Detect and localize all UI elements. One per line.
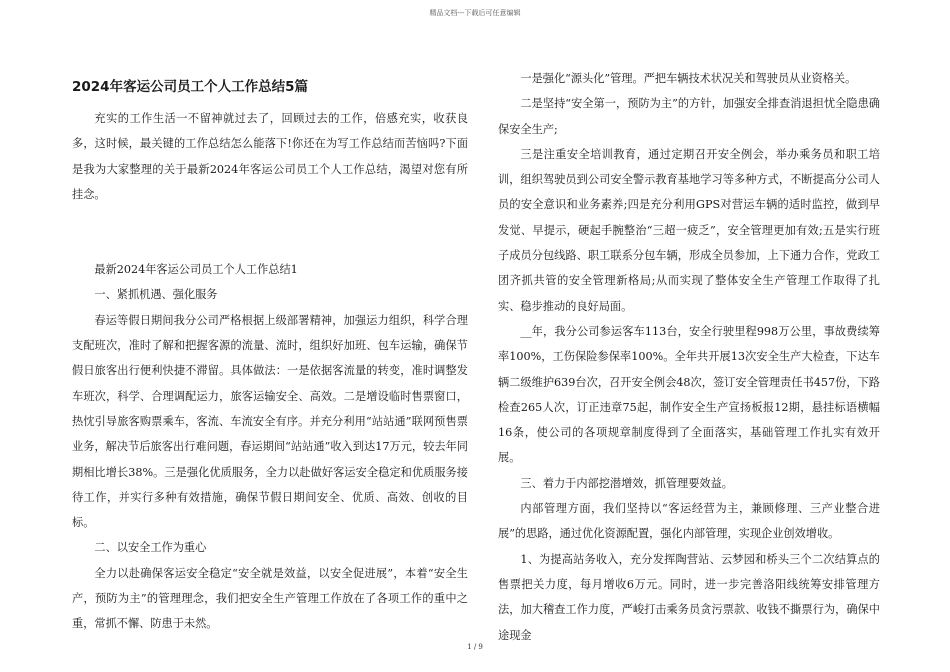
right-column xyxy=(498,66,880,648)
body-paragraph: 1、为提高站务收入，充分发挥陶营站、云梦园和桥头三个二次结算点的售票把关力度，每月增收6万元。同时，进一步完善洛阳线统筹安排管理方法，加大稽查工作力度，严峻打击乘务员贪污票款、收钱不撕票行为，确保中途现金 xyxy=(498,552,880,642)
section-heading-2: 二、以安全工作为重心 xyxy=(94,541,207,555)
body-paragraph: 二是坚持“安全第一，预防为主”的方针，加强安全排查消退担忧全隐患确保安全生产; xyxy=(498,97,880,136)
body-paragraph: 全力以赴确保客运安全稳定“安全就是效益，以安全促进展”，本着“安全生产，预防为主”的管理理念，我们把安全生产管理工作放在了各项工作的重中之重，常抓不懈、防患于未然。 xyxy=(72,566,468,631)
section-heading-3: 三、着力于内部挖潜增效，抓管理要效益。 xyxy=(520,476,733,490)
body-paragraph: 春运等假日期间我分公司严格根据上级部署精神，加强运力组织，科学合理支配班次，准时了解和把握客源的流量、流时，组织好加班、包车运输，确保节假日旅客出行便利快捷不滞留。具体做法：一是依据客流量的转变，准时调整发车班次，科学、合理调配运力，旅客运输安全、高效。二是增设临时售票窗口，热忱引导旅客购票乘车，客流、车流安全有序。并充分利用“站站通”联网预售票业务，解决节后旅客出行难问题，春运期间“站站通”收入到达17万元，较去年同期相比增长38%。三是强化优质服务，全力以赴做好客运安全稳定和优质服务接待工作，并实行多种有效措施，确保节假日期间安全、优质、高效、创收的目标。 xyxy=(72,313,468,530)
header-note: 精品文档---下载后可任意编辑 xyxy=(429,9,521,17)
body-paragraph: 内部管理方面，我们坚持以“客运经营为主，兼顾修理、三产业整合进展”的思路，通过优化资源配置，强化内部管理，实现企业创效增收。 xyxy=(498,502,880,541)
body-paragraph: 三是注重安全培训教育，通过定期召开安全例会，举办乘务员和职工培训，组织驾驶员到公司安全警示教育基地学习等多种方式，不断提高分公司人员的安全意识和业务素养;四是充分利用GPS对营运车辆的适时监控，做到早发觉、早提示，硬起手腕整治“三超一疲乏”，安全管理更加有效;五是实行班子成员分包线路、职工联系分包车辆，形成全员参加，上下通力合作，党政工团齐抓共管的安全管理新格局;从而实现了整体安全生产管理工作取得了扎实、稳步推动的良好局面。 xyxy=(498,147,880,313)
body-paragraph: __年，我分公司参运客车113台，安全行驶里程998万公里，事故费续筹率100%，工伤保险参保率100%。全年共开展13次安全生产大检查，下达车辆二级维护639台次，召开安全例会48次，签订安全管理责任书457份，下路检查265人次，订正违章75起，制作安全生产宣扬板报12期，悬挂标语横幅16条，使公司的各项规章制度得到了全面落实，基础管理工作扎实有效开展。 xyxy=(498,324,880,465)
section-spacer xyxy=(72,207,468,257)
document-title: 2024年客运公司员工个人工作总结5篇 xyxy=(72,79,308,95)
subtitle-paragraph: 最新2024年客运公司员工个人工作总结1 xyxy=(94,263,298,277)
page-number: 1 / 9 xyxy=(467,643,483,651)
body-paragraph: 一是强化“源头化”管理。严把车辆技术状况关和驾驶员从业资格关。 xyxy=(520,72,857,85)
intro-paragraph: 充实的工作生活一不留神就过去了，回顾过去的工作，倍感充实，收获良多，这时候，最关键的工作总结怎么能落下!你还在为写工作总结而苦恼吗?下面是我为大家整理的关于最新2024年客运公司员工个人工作总结，渴望对您有所挂念。 xyxy=(72,112,468,201)
section-heading-1: 一、紧抓机遇、强化服务 xyxy=(94,288,218,302)
left-column xyxy=(72,66,468,637)
